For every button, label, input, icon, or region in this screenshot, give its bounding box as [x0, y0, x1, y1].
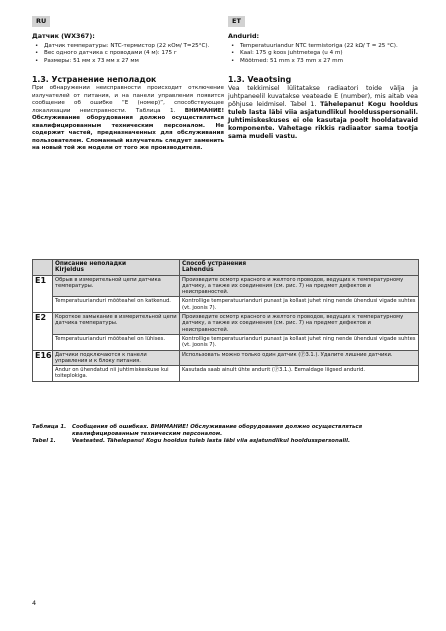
table-row	[33, 350, 419, 366]
table-row	[33, 313, 419, 335]
ru-paragraph	[32, 85, 224, 153]
ru-solution-cell: Произведите осмотр красного и желтого проводов, ведущих к температурному датчику, а также их соединения (см. рис. 7) на предмет дефектов и неисправностей.	[180, 313, 419, 335]
caption-text: Veateated. Tähelepanu! Kogu hooldus tuleb lasta läbi viia asjatundlikul hooldusspersonalil.	[72, 438, 351, 444]
et-specs-list	[228, 43, 418, 66]
error-code: E2	[33, 313, 53, 350]
error-table-wrap	[32, 259, 418, 382]
lang-badge-ru: RU	[32, 16, 50, 27]
et-description-cell: Temperatuurianduri mõõteahel on katkenud.	[53, 297, 180, 313]
ru-column	[32, 33, 224, 153]
ru-description-cell: Датчики подключаются к панели управления и к блоку питания.	[53, 350, 180, 366]
table-header-description: Описание неполадки Kirjeldus	[53, 260, 180, 276]
et-description-cell: Temperatuurianduri mõõteahel on lühises.	[53, 334, 180, 350]
table-header-code	[33, 260, 53, 276]
ru-spec-item: • Датчик температуры: NTC-термистор (22 кОм/ T=25°C).	[44, 43, 224, 51]
table-captions	[32, 424, 420, 445]
lang-badge-et: ET	[228, 16, 245, 27]
table-row	[33, 297, 419, 313]
et-solution-cell: Kontrollige temperatuurianduri punast ja kollast juhet ning nende ühendusi vigade suhtes (vt. joonis 7).	[180, 297, 419, 313]
table-row	[33, 334, 419, 350]
et-column	[228, 33, 418, 141]
et-warning-text: Tähelepanu! Kogu hooldus tuleb lasta läbi viia asjatundlikul hooldusspersonalil. Juhtimiskeskuses ei ole kasutaja poolt hooldatavaid komponente. Vahetage rikkis radiaator sama tootja sama mudeli vastu.	[228, 101, 418, 140]
table-header-row	[33, 260, 419, 276]
caption-et	[32, 438, 420, 445]
et-spec-item: • Temperatuuriandur NTC termistoriga (22 kΩ/ T = 25 °C).	[240, 43, 418, 51]
page-number: 4	[32, 599, 37, 607]
table-row	[33, 275, 419, 297]
ru-description-cell: Обрыв в измерительной цепи датчика температуры.	[53, 275, 180, 297]
et-model-heading: Andurid:	[228, 32, 260, 40]
error-table	[32, 259, 419, 382]
ru-solution-cell: Произведите осмотр красного и желтого проводов, ведущих к температурному датчику, а также их соединения (см. рис. 7) на предмет дефектов и неисправностей.	[180, 275, 419, 297]
ru-section-title: 1.3. Устранение неполадок	[32, 75, 157, 84]
et-solution-cell: Kasutada saab ainult ühte andurit (Ⓟ3.1.). Eemaldage liigsed andurid.	[180, 366, 419, 382]
ru-spec-item: • Вес одного датчика с проводами (4 м): 175 г	[44, 50, 224, 58]
ru-model-heading: Датчик (WX367):	[32, 32, 95, 40]
caption-label: Таблица 1.	[32, 424, 67, 430]
caption-text: Сообщения об ошибках. ВНИМАНИЕ! Обслуживание оборудования должно осуществляться квалифицированным техническим персоналом.	[72, 424, 363, 437]
table-row	[33, 366, 419, 382]
caption-ru	[32, 424, 420, 438]
et-description-cell: Andur on ühendatud nii juhtimiskeskuse kui toiteplokiga.	[53, 366, 180, 382]
ru-specs-list	[32, 43, 224, 66]
table-header-solution: Способ устранения Lahendus	[180, 260, 419, 276]
et-paragraph	[228, 85, 418, 141]
et-solution-cell: Kontrollige temperatuurianduri punast ja kollast juhet ning nende ühendusi vigade suhtes (vt. joonis 7).	[180, 334, 419, 350]
caption-label: Tabel 1.	[32, 438, 56, 444]
ru-para-text: При обнаружении неисправности происходит отключение излучателей от питания, и на панели управления появится сообщение об ошибке “E (номер)”, способствующее локализации неисправности. Таблица 1.	[32, 85, 224, 114]
et-spec-item: • Kaal: 175 g koos juhtmetega (u 4 m)	[240, 50, 418, 58]
ru-spec-item: • Размеры: 51 мм x 73 мм x 27 мм	[44, 58, 224, 66]
et-section-title: 1.3. Veaotsing	[228, 75, 292, 84]
error-code: E16	[33, 350, 53, 381]
error-code: E1	[33, 275, 53, 312]
ru-description-cell: Короткое замыкание в измерительной цепи датчика температуры.	[53, 313, 180, 335]
et-para-text: Vea tekkimisel lülitatakse radiaatori toide välja ja juhtpaneelil kuvatakse veateade E (number), mis aitab vea põhjuse leidmisel. Tabel 1.	[228, 85, 418, 108]
et-spec-item: • Mõõtmed: 51 mm x 73 mm x 27 mm	[240, 58, 418, 66]
ru-solution-cell: Использовать можно только один датчик (Ⓟ3.1.). Удалите лишние датчики.	[180, 350, 419, 366]
ru-warning-text: ВНИМАНИЕ! Обслуживание оборудования должно осуществляться квалифицированным техническим персоналом. Не содержит частей, предназначенных для обслуживания пользователем. Сломанный излучатель следует заменить на новый той же модели от того же производителя.	[32, 107, 224, 151]
